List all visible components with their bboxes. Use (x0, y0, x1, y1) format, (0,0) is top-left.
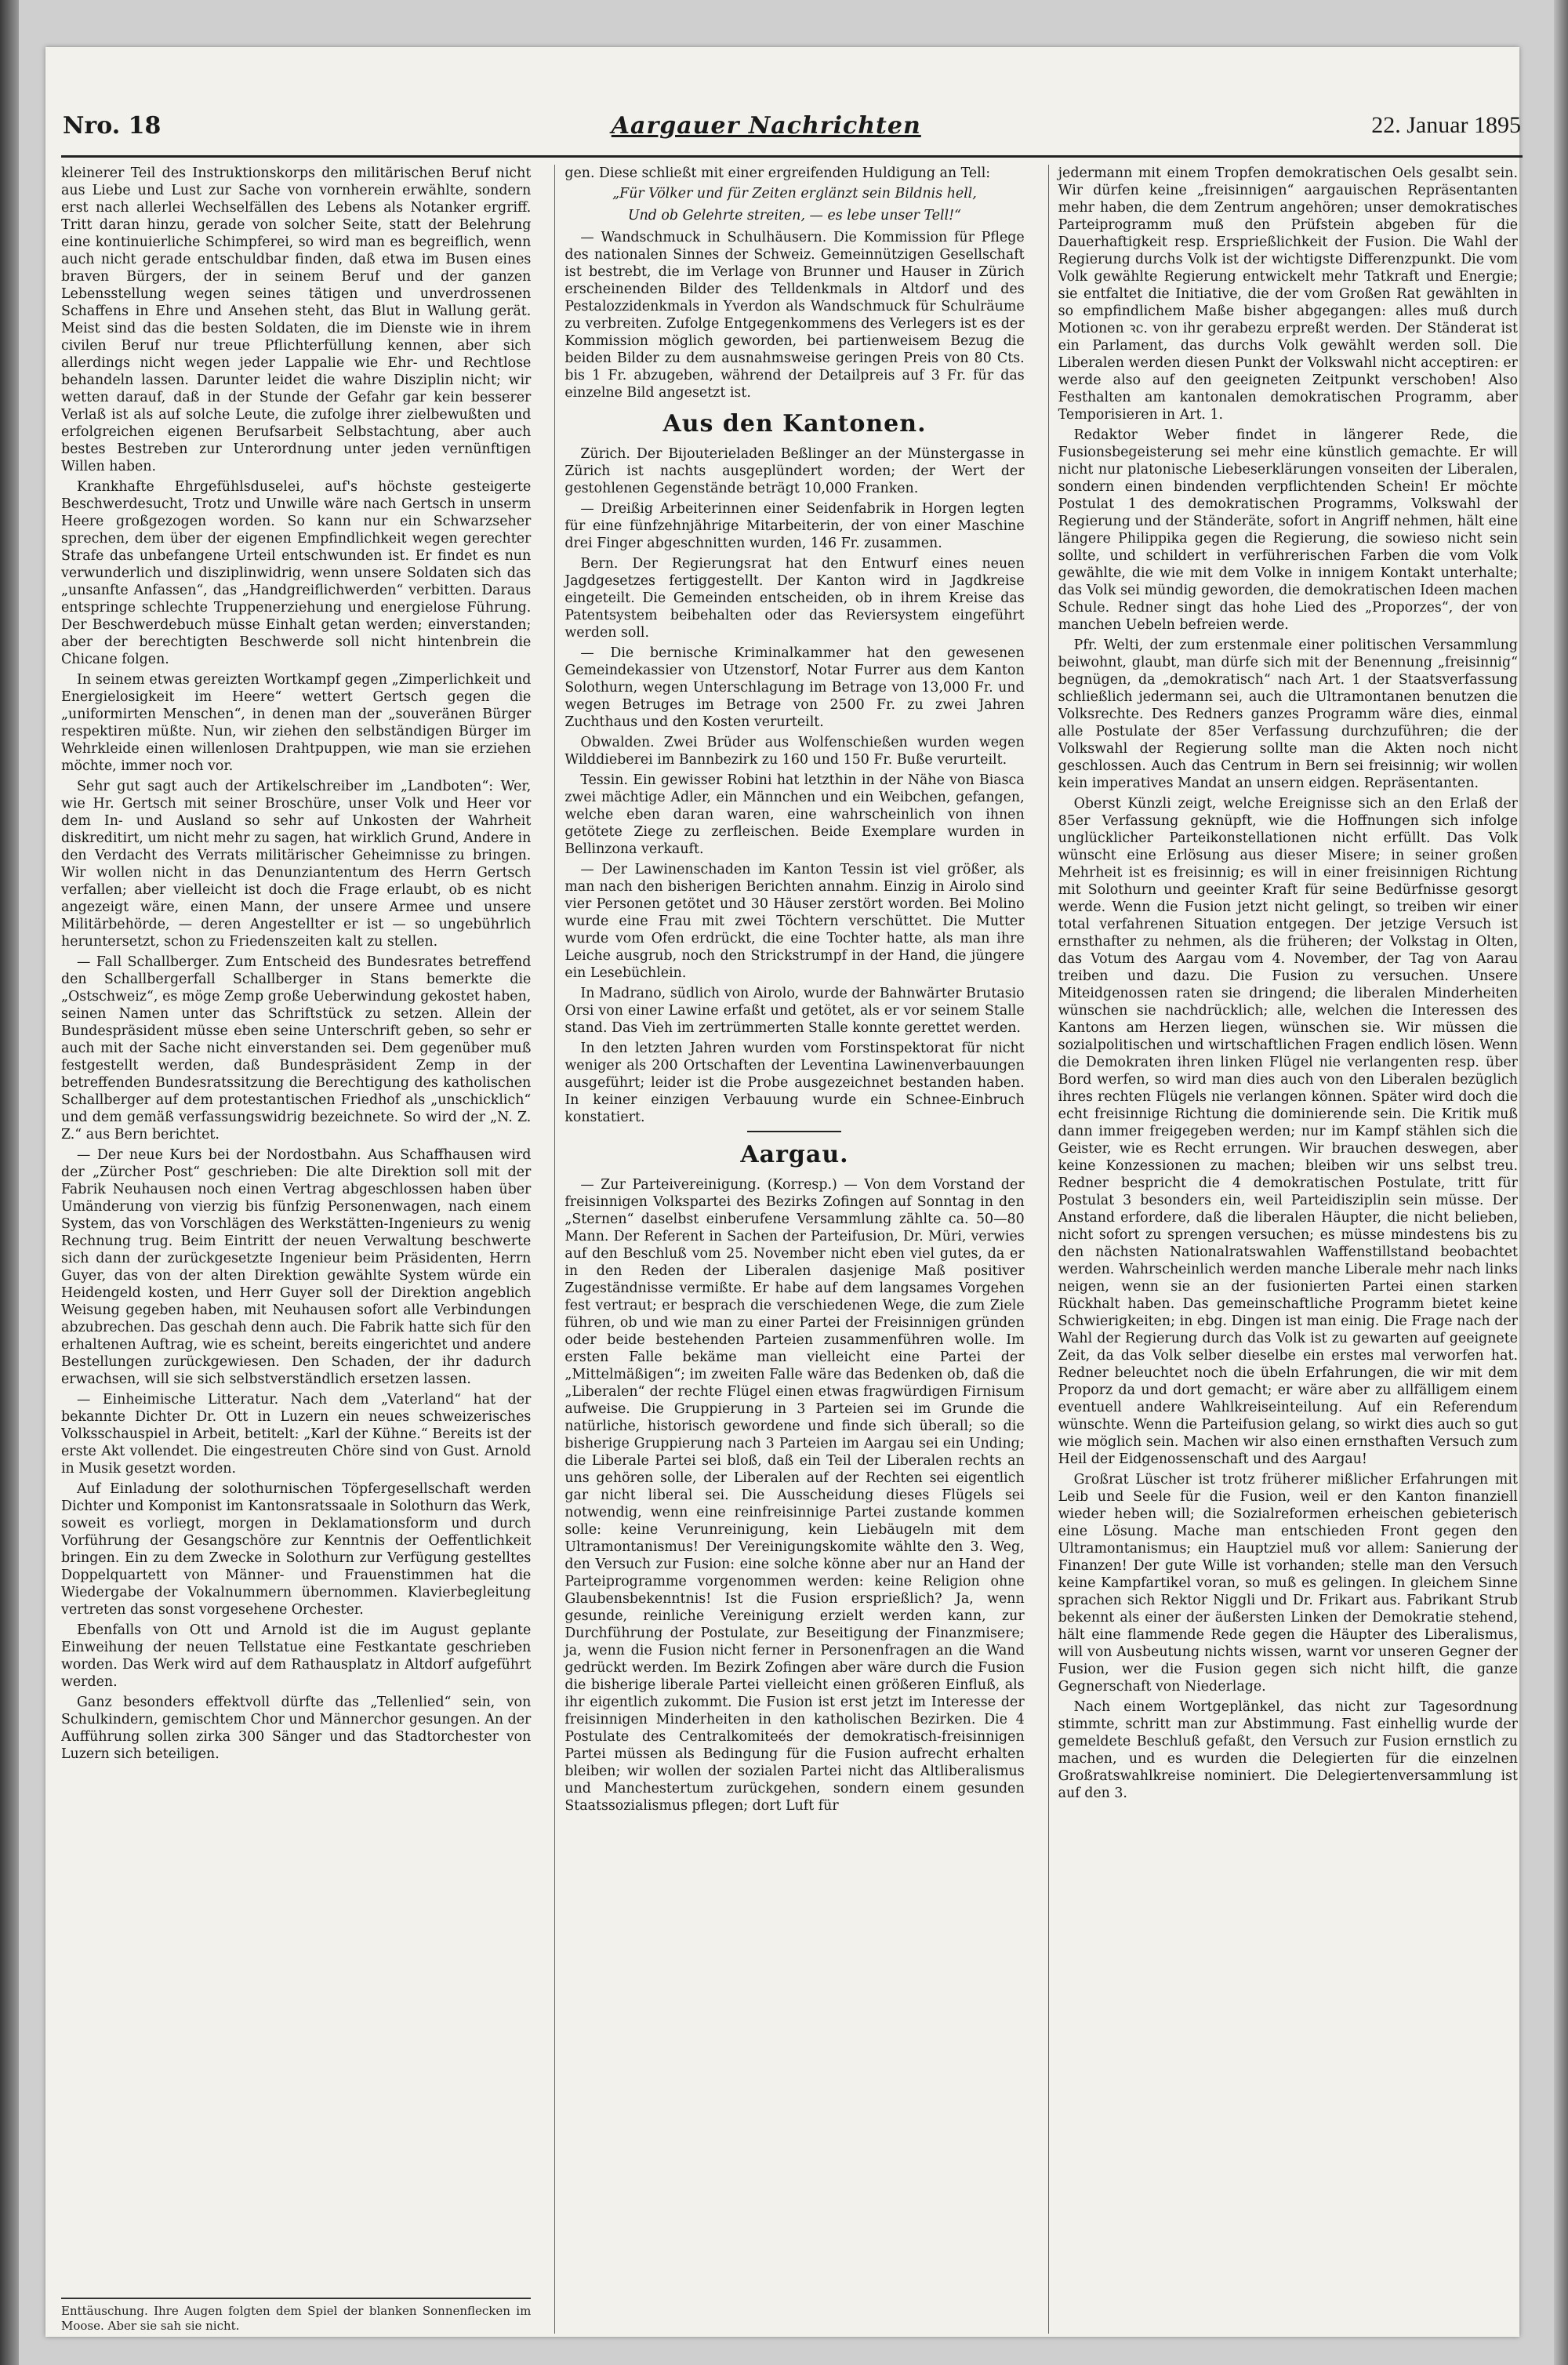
poem-line: Und ob Gelehrte streiten, — es lebe unser Tell!“ (627, 208, 962, 223)
col2-paragraph: Bern. Der Regierungsrat hat den Entwurf eines neuen Jagdgesetzes fertiggestellt. Der Kanton wird in Jagdkreise eingeteilt. Die Gemeinden entscheiden, ob in ihrem Kreise das Patentsystem beibehalten oder das Reviersystem eingeführt werden soll. (564, 556, 1025, 641)
scan-edge-left (0, 0, 19, 2365)
col2-paragraph: — Der Lawinenschaden im Kanton Tessin ist viel größer, als man nach den bisherigen Berichten annahm. Einzig in Airolo sind vier Personen getötet und 30 Häuser zerstört worden. Bei Molino wurde eine Frau mit zwei Töchtern verschüttet. Die Mutter wurde vom Ofen erdrückt, die eine Tochter hatte, als man ihre Leiche ausgrub, noch den Strickstrumpf in der Hand, die jüngere ein Lesebüchlein. (564, 862, 1025, 981)
page-header (63, 102, 1521, 149)
col3-paragraph: Nach einem Wortgeplänkel, das nicht zur Tagesordnung stimmte, schritt man zur Abstimmung. Fast einhellig wurde der gemeldete Beschluß gefaßt, den Versuch zur Fusion ernstlich zu machen, und es wurden die Delegierten für die einzelnen Großratswahlkreise nominiert. Die Delegiertenversammlung ist auf den 3. (1058, 1699, 1518, 1801)
col2-paragraph: gen. Diese schließt mit einer ergreifenden Huldigung an Tell: (564, 165, 991, 181)
col2-paragraph: Obwalden. Zwei Brüder aus Wolfenschießen wurden wegen Wilddieberei im Bannbezirk zu 160 und 150 Fr. Buße verurteilt. (564, 735, 1025, 768)
col2-paragraph: Tessin. Ein gewisser Robini hat letzthin in der Nähe von Biasca zwei mächtige Adler, ein Männchen und ein Weibchen, gefangen, welche eben daran waren, eine wahrscheinlich von ihnen getötete Ziege zu zerfleischen. Beide Exemplare wurden in Bellinzona verkauft. (564, 772, 1025, 857)
footnote: Enttäuschung. Ihre Augen folgten dem Spiel der blanken Sonnenflecken im Moose. Aber sie sah sie nicht. (61, 2298, 531, 2334)
section-heading-kantonen: Aus den Kantonen. (662, 410, 927, 438)
col1-paragraph: — Einheimische Litteratur. Nach dem „Vaterland“ hat der bekannte Dichter Dr. Ott in Luzern ein neues schweizerisches Volksschauspiel in Arbeit, betitelt: „Karl der Kühne.“ Bereits ist der erste Akt vollendet. Die eingestreuten Chöre sind von Gust. Arnold in Musik gesetzt worden. (61, 1392, 532, 1477)
issue-number: Nro. 18 (63, 111, 162, 140)
column-3 (1048, 165, 1523, 2334)
masthead: Aargauer Nachrichten (611, 111, 921, 140)
section-heading-aargau: Aargau. (740, 1141, 849, 1168)
col1-paragraph: Ebenfalls von Ott und Arnold ist die im August geplante Einweihung der neuen Tellstatue eine Festkantate geschrieben worden. Das Werk wird auf dem Rathausplatz in Altdorf aufgeführt werden. (61, 1622, 532, 1690)
section-divider (747, 1131, 841, 1132)
column-2 (554, 165, 1029, 2334)
col1-paragraph: Ganz besonders effektvoll dürfte das „Tellenlied“ sein, von Schulkindern, gemischtem Chor und Männerchor gesungen. An der Aufführung sollen zirka 300 Sänger und das Stadtorchester von Luzern sich beteiligen. (61, 1695, 532, 1762)
col2-paragraph: — Dreißig Arbeiterinnen einer Seidenfabrik in Horgen legten für eine fünfzehnjährige Mitarbeiterin, der von einer Maschine drei Finger abgeschnitten wurden, 146 Fr. zusammen. (564, 501, 1025, 551)
col1-paragraph: kleinerer Teil des Instruktionskorps den militärischen Beruf nicht aus Liebe und Lust zur Sache von vornherein erwählte, sondern erst nach allerlei Wechselfällen des Lebens als Notanker ergriff. Tritt daran hinzu, gerade von solcher Seite, statt der Belehrung eine kontinuierliche Schimpferei, so wird man es begreiflich, wenn auch nicht gerade entschuldbar finden, daß etwa im Busen eines braven Bürgers, der in seinem Beruf und der ganzen Lebensstellung wegen seines tätigen und unverdrossenen Schaffens in Ehre und Ansehen steht, das Blut in Wallung gerät. Meist sind das die besten Soldaten, die im Dienste wie in ihrem civilen Beruf nur treue Pflichterfüllung kennen, aber sich allerdings nicht wegen jeder Lappalie wie Ehr- und Rechtlose behandeln lassen. Darunter leidet die wahre Disziplin nicht; wir wetten darauf, daß in der Stunde der Gefahr gar kein besserer Verlaß ist als auf solche Leute, die zufolge ihrer zielbewußten und erfolgreichen eigenen Berufsarbeit Selbstachtung, aber auch bestes Bestreben zur Unterordnung unter jeden vernünftigen Willen haben. (61, 165, 532, 474)
col2-paragraph: — Zur Parteivereinigung. (Korresp.) — Von dem Vorstand der freisinnigen Volkspartei des Bezirks Zofingen auf Sonntag in den „Sternen“ daselbst einberufene Versammlung zählte ca. 50—80 Mann. Der Referent in Sachen der Parteifusion, Dr. Müri, verwies auf den Beschluß vom 25. November nicht eben viel gutes, da er in den Reden der Liberalen dasjenige Maß positiver Zugeständnisse vermißte. Er habe auf dem langsames Vorgehen fest vertraut; er besprach die verschiedenen Wege, die zum Ziele führen, ob und wie man zu einer Partei der Freisinnigen gründen oder beide bestehenden Parteien zusammenführen wolle. Im ersten Falle bekäme man vielleicht eine Partei der „Mittelmäßigen“; im zweiten Falle wäre das Bedenken ob, daß die „Liberalen“ der rechte Flügel einen etwas fragwürdigen Firnisum aufweise. Die Gruppierung in 3 Parteien sei im Grunde die natürliche, historisch gewordene und finde sich überall; so die bisherige Gruppierung nach 3 Parteien im Aargau sei ein Unding; die Liberale Partei sei bloß, daß ein Teil der Liberalen rechts an uns gehören solle, der Liberalen auf der Rechten sei eigentlich gar nicht liberal sei. Die Ausscheidung dieses Flügels sei notwendig, wenn eine reinfreisinnige Partei zustande kommen solle: keine Verunreinigung, kein Liebäugeln mit dem Ultramontanismus! Der Vereinigungskomite wählte den 3. Weg, den Versuch zur Fusion: eine solche könne aber nur an Hand der Parteiprogramme vorgenommen werden: keine Religion ohne Glaubensbekenntnis! Ist die Fusion ersprießlich? Ja, wenn gesunde, reinliche Vereinigung erzielt werden kann, zur Durchführung der Postulate, zur Beseitigung der Finanzmisere; ja, wenn die Fusion nicht ferner in Personenfragen an die Wand gedrückt werden. Im Bezirk Zofingen aber wäre durch die Fusion die bisherige liberale Partei vielleicht einen größeren Einfluß, als ihr eigentlich zukommt. Die Fusion ist erst jetzt im Interesse der freisinnigen Minderheiten in den katholischen Bezirken. Die 4 Postulate des Centralkomiteés der demokratisch-freisinnigen Partei müssen als Bedingung für die Fusion aufrecht erhalten bleiben; wir wollen der sozialen Partei nicht das Altliberalismus und Manchestertum zurückgehen, sondern einem gesunden Staatssozialismus pflegen; dort Luft für (564, 1177, 1025, 1814)
col1-paragraph: — Fall Schallberger. Zum Entscheid des Bundesrates betreffend den Schallbergerfall Schallberger in Stans bemerkte die „Ostschweiz“, es möge Zemp große Ueberwindung gekostet haben, seinen Namen unter das Schriftstück zu setzen. Allein der Bundespräsident müsse eben seine Unterschrift geben, so sehr er auch mit der Sache nicht einverstanden sei. Dem gegenüber muß festgestellt werden, daß Bundespräsident Zemp in der betreffenden Bundesratssitzung die Berechtigung des katholischen Schallberger auf dem protestantischen Friedhof als „unschicklich“ und dem gemäß verfassungswidrig bezeichnete. So wird der „N. Z. Z.“ aus Bern berichtet. (61, 954, 532, 1143)
header-rule (61, 155, 1523, 158)
col1-paragraph: — Der neue Kurs bei der Nordostbahn. Aus Schaffhausen wird der „Zürcher Post“ geschrieben: Die alte Direktion soll mit der Fabrik Neuhausen noch einen Vertrag abgeschlossen haben über Umänderung von vierzig bis fünfzig Personenwagen, nach einem System, das von Vorschlägen des Werkstätten-Ingenieurs zu wenig Rechnung trug. Beim Eintritt der neuen Verwaltung beschwerte sich dann der zurückgesetzte Ingenieur beim Präsidenten, Herrn Guyer, das von der alten Direktion gewählte System würde ein Heidengeld kosten, und Herr Guyer soll der Direktion angeblich Weisung gegeben haben, mit Neuhausen sofort alle Verbindungen abzubrechen. Das geschah denn auch. Die Fabrik hatte sich für den erhaltenen Auftrag, wie es scheint, bereits eingerichtet und andere Bestellungen zurückgewiesen. Den Schaden, der ihr dadurch erwachsen, will sie sich selbstverständlich ersetzen lassen. (61, 1147, 532, 1387)
col3-paragraph: jedermann mit einem Tropfen demokratischen Oels gesalbt sein. Wir dürfen keine „freisinnigen“ aargauischen Repräsentanten mehr haben, die dem Zentrum angehören; unser demokratisches Parteiprogramm muß den Prüfstein abgeben für die Dauerhaftigkeit resp. Ersprießlichkeit der Fusion. Die Wahl der Regierung durchs Volk ist der wichtigste Differenzpunkt. Die vom Volk gewählte Regierung entwickelt mehr Tatkraft und Energie; sie entfaltet die Initiative, die der vom Großen Rat gewählten in so empfindlichem Maße bisher abgegangen: alles muß durch Motionen ꝛc. von ihr gerabezu erpreßt werden. Der Ständerat ist ein Parlament, das durchs Volk gewählt werden soll. Die Liberalen werden diesen Punkt der Volkswahl nicht acceptiren: er werde also auf den geeigneten Zeitpunkt verschoben! Also Festhalten am kantonalen demokratischen Programm, aber Temporisieren in Art. 1. (1058, 165, 1518, 423)
col3-paragraph: Pfr. Welti, der zum erstenmale einer politischen Versammlung beiwohnt, glaubt, man dürfe sich mit der Benennung „freisinnig“ begnügen, da „demokratisch“ nach Art. 1 der Staatsverfassung schließlich jedermann sei, auch die Ultramontanen benutzen die Volksrechte. Des Redners ganzes Programm wäre dies, einmal alle Postulate der 85er Verfassung durchzuführen; die der Volkswahl der Regierung sollte man die Akten noch nicht geschlossen. Auch das Centrum in Bern sei freisinnig; wir wollen kein imperatives Mandat an unsern eidgen. Repräsentanten. (1058, 638, 1518, 791)
col2-paragraph: In Madrano, südlich von Airolo, wurde der Bahnwärter Brutasio Orsi von einer Lawine erfaßt und getötet, als er vor seinem Stalle stand. Das Vieh im zertrümmerten Stalle konnte gerettet werden. (564, 986, 1025, 1036)
issue-date: 22. Januar 1895 (1371, 112, 1521, 138)
col3-paragraph: Oberst Künzli zeigt, welche Ereignisse sich an den Erlaß der 85er Verfassung geknüpft, wie die Hoffnungen sich infolge unglücklicher Parteikonstellationen nicht erfüllt. Das Volk wünscht eine Erlösung aus dieser Misere; in seiner großen Mehrheit ist es freisinnig; es will in einer freisinnigen Richtung mit Solothurn und geeinter Kraft für seine Bedürfnisse gesorgt werde. Wenn die Fusion jetzt nicht gelingt, so treiben wir einer total verfahrenen Situation entgegen. Der jetzige Versuch ist ernsthafter zu nehmen, als die früheren; der Volkstag in Olten, das Votum des Aargau vom 4. November, der Tag von Aarau treiben und dazu. Die Fusion zu versuchen. Unsere Miteidgenossen raten sie dringend; die liberalen Minderheiten wünschen sie nachdrücklich; alle, welchen die Interessen des Kantons am Herzen liegen, wünschen sie. Wir müssen die sozialpolitischen und wirtschaftlichen Fragen endlich lösen. Wenn die Demokraten ihren linken Flügel nie verlangenten resp. über Bord werfen, so wird man dies auch von den Liberalen bezüglich ihres rechten Flügels nie verlangen können. Später wird doch die echt freisinnige Richtung die dominierende sein. Die Kritik muß dann immer freigegeben werden; nur im Kampf stählen sich die Geister, wie es Recht errungen. Wir brauchen deswegen, aber keine Konzessionen zu machen; bleiben wir uns selbst treu. Redner bespricht die 4 demokratischen Postulate, tritt für Postulat 3 besonders ein, weil Parteidisziplin sein müsse. Der Anstand erfordere, daß die liberalen Häupter, die nicht belieben, nicht sofort zu sprengen versuchen; es müsse mindestens bis zu den nächsten Nationalratswahlen Waffenstillstand beobachtet werden. Wahrscheinlich werden manche Liberale mehr nach links neigen, wenn sie an der fusionierten Partei einen starken Rückhalt haben. Das gemeinschaftliche Programm bietet keine Schwierigkeiten; in ebg. Dingen ist man einig. Die Frage nach der Wahl der Regierung durch das Volk ist zu gewarten auf geeignete Zeit, da das Volk selber dieselbe ein erstes mal verworfen hat. Redner beleuchtet noch die übeln Erfahrungen, die wir mit dem Proporz da und dort gemacht; er wäre aber zu allfälligem einem eventuell andere Wahlkreiseinteilung. Auf ein Referendum wünschte. Wenn die Parteifusion gelang, so wirkt dies auch so gut wie möglich sein. Machen wir also einen ernsthaften Versuch zum Heil der Eidgenossenschaft und des Aargau! (1058, 796, 1518, 1467)
col2-paragraph: — Die bernische Kriminalkammer hat den gewesenen Gemeindekassier von Utzenstorf, Notar Furrer aus dem Kanton Solothurn, wegen Unterschlagung im Betrage von 13,000 Fr. und wegen Betruges im Betrage von 2500 Fr. zu zwei Jahren Zuchthaus und den Kosten verurteilt. (564, 645, 1025, 730)
col1-paragraph: In seinem etwas gereizten Wortkampf gegen „Zimperlichkeit und Energielosigkeit im Heere“ wettert Gertsch gegen die „uniformirten Menschen“, in denen man der „souveränen Bürger respektiren müßte. Nun, wir ziehen den selbständigen Bürger im Wehrkleide einen willenlosen Drahtpuppen, wie man sie erziehen möchte, immer noch vor. (61, 672, 532, 774)
col2-paragraph: Zürich. Der Bijouterieladen Beßlinger an der Münstergasse in Zürich ist nachts ausgeplündert worden; der Wert der gestohlenen Gegenstände beträgt 10,000 Franken. (564, 446, 1025, 496)
col3-paragraph: Großrat Lüscher ist trotz früherer mißlicher Erfahrungen mit Leib und Seele für die Fusion, weil er den Kanton finanziell wieder heben will; die Sozialreformen erheischen gebieterisch eine Lösung. Mache man entschieden Front gegen den Ultramontanismus; ein Hauptziel muß vor allem: Sanierung der Finanzen! Der gute Wille ist vorhanden; stelle man den Versuch keine Kampfartikel voran, so muß es gelingen. In gleichem Sinne sprachen sich Rektor Niggli und Dr. Frikart aus. Fabrikant Strub bekennt als einer der äußersten Linken der Demokratie stehend, hält eine flammende Rede gegen die Häupter des Liberalismus, will von Ausbeutung nichts wissen, warnt vor unseren Gegner der Fusion, wer die Fusion gegen sich nicht hilft, die ganze Gegnerschaft von Niederlage. (1058, 1472, 1518, 1695)
col1-paragraph: Auf Einladung der solothurnischen Töpfergesellschaft werden Dichter und Komponist im Kantonsratssaale in Solothurn das Werk, soweit es vorliegt, morgen in Deklamationsform und durch Vorführung der Gesangschöre zur Kenntnis der Oeffentlichkeit bringen. Ein zu dem Zwecke in Solothurn zur Verfügung gestelltes Doppelquartett von Männer- und Frauenstimmen hat die Wiedergabe der Vokalnummern übernommen. Klavierbegleitung vertreten das sonst vorgesehene Orchester. (61, 1481, 532, 1618)
col3-paragraph: Redaktor Weber findet in längerer Rede, die Fusionsbegeisterung sei mehr eine künstlich gemachte. Er will nicht nur platonische Liebeserklärungen vonseiten der Liberalen, sondern einen bindenden verpflichtenden Schein! Er möchte Postulat 1 des demokratischen Programms, Volkswahl der Regierung und der Ständeräte, sofort in Angriff nehmen, hält eine längere Philippika gegen die Regierung, die sowieso nicht sein sollte, und schildert in verführerischen Farben die vom Volk gewählte, die wie mit dem Volke in innigem Kontakt unterhalte; das Volk sei mündig geworden, die demokratischen Ideen machen Schule. Redner singt das hohe Lied des „Proporzes“, der von manchen Uebeln befreien werde. (1058, 427, 1518, 633)
col1-paragraph: Krankhafte Ehrgefühlsduselei, auf's höchste gesteigerte Beschwerdesucht, Trotz und Unwille wäre nach Gertsch in unserm Heere großgezogen worden. So kann nur ein Schwarzseher sprechen, dem über der eigenen Empfindlichkeit wegen gerechter Strafe das unbefangene Urteil entschwunden ist. Er findet es nun verwunderlich und disziplinwidrig, wenn unsere Soldaten sich das „unsanfte Anfassen“, das „Handgreiflichwerden“ verbitten. Daraus entspringe schlechte Truppenerziehung und energielose Führung. Der Beschwerdebuch müsse Einhalt getan werden; einverstanden; aber der berechtigten Beschwerde soll nicht hintenbrein die Chicane folgen. (61, 479, 532, 667)
col2-paragraph: In den letzten Jahren wurden vom Forstinspektorat für nicht weniger als 200 Ortschaften der Leventina Lawinenverbauungen ausgeführt; leider ist die Probe ausgezeichnet bestanden haben. In keiner einzigen Verbauung wurde ein Schnee-Einbruch konstatiert. (564, 1041, 1025, 1125)
poem-line: „Für Völker und für Zeiten erglänzt sein Bildnis hell, (612, 186, 977, 202)
col1-paragraph: Sehr gut sagt auch der Artikelschreiber im „Landboten“: Wer, wie Hr. Gertsch mit seiner Broschüre, unser Volk und Heer vor dem In- und Ausland so sehr auf Unkosten der Wahrheit diskreditirt, um nicht mehr zu sagen, hat wirklich Grund, Andere in den Verdacht des Verrats militärischer Geheimnisse zu bringen. Wir wollen nicht in das Denunziantentum des Herrn Gertsch verfallen; aber vielleicht ist doch die Frage erlaubt, ob es nicht angezeigt wäre, einen Mann, der unsere Armee und unsere Militärbehörde, — deren Angestellter er ist — so ungebührlich heruntersetzt, schon zu Friedenszeiten kalt zu stellen. (61, 779, 532, 950)
column-1 (61, 165, 535, 2334)
article-columns (61, 165, 1523, 2334)
col2-paragraph: — Wandschmuck in Schulhäusern. Die Kommission für Pflege des nationalen Sinnes der Schweiz. Gemeinnützigen Gesellschaft ist bestrebt, die im Verlage von Brunner und Hauser in Zürich erscheinenden Bilder des Telldenkmals in Altdorf und des Pestalozzidenkmals in Yverdon als Wandschmuck für Schulräume zu verbreiten. Zufolge Entgegenkommens des Verlegers ist es der Kommission möglich geworden, bei partienweisem Bezug die beiden Bilder zu dem ausnahmsweise geringen Preis von 80 Cts. bis 1 Fr. abzugeben, während der Detailpreis auf 3 Fr. für das einzelne Bild angesetzt ist. (564, 230, 1025, 401)
scan-edge-right (1554, 0, 1568, 2365)
